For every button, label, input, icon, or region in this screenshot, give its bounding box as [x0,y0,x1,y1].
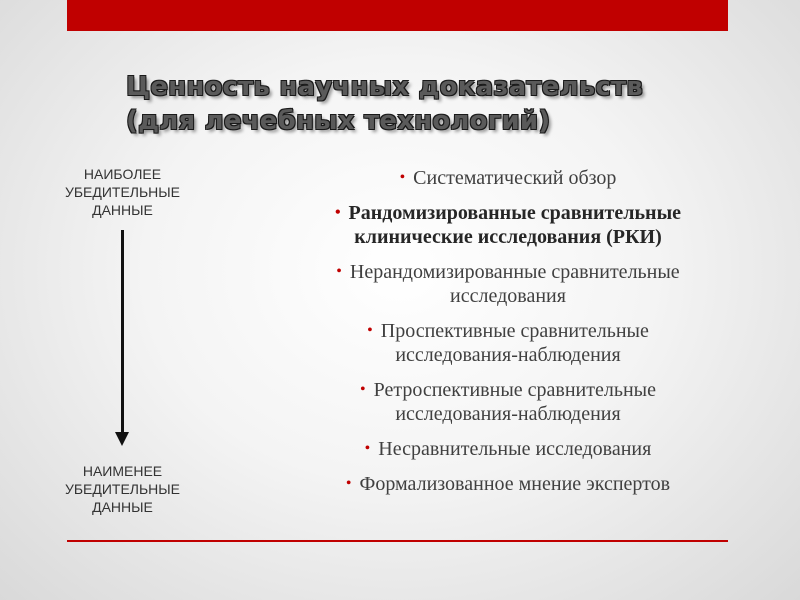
bottom-divider [67,540,728,542]
title-line-1: Ценность научных доказательств [126,72,643,102]
list-item: • Систематический обзор [399,167,617,189]
most-convincing-label: НАИБОЛЕЕ УБЕДИТЕЛЬНЫЕ ДАННЫЕ [64,166,181,218]
arrow-down-icon [115,432,129,446]
bullet-icon: • [360,381,366,398]
least-convincing-label: НАИМЕНЕЕ УБЕДИТЕЛЬНЫЕ ДАННЫЕ [64,463,181,515]
list-item: • Несравнительные исследования [364,438,652,460]
list-item: • Нерандомизированные сравнительные исследования [336,261,680,307]
slide-title [126,70,726,138]
bullet-icon: • [336,263,342,280]
title-line-2: (для лечебных технологий) [126,106,551,136]
list-item: • Рандомизированные сравнительные клинические исследования (РКИ) [334,202,682,248]
evidence-hierarchy-list [258,166,758,507]
bullet-icon: • [345,475,352,492]
bullet-icon: • [364,440,371,457]
evidence-arrow-shaft [121,230,124,436]
top-accent-bar [67,0,728,31]
bullet-icon: • [367,322,373,339]
bullet-icon: • [399,169,406,186]
list-item: • Проспективные сравнительные исследования-наблюдения [367,320,649,366]
list-item: • Формализованное мнение экспертов [345,473,671,495]
list-item: • Ретроспективные сравнительные исследования-наблюдения [360,379,656,425]
bullet-icon: • [334,204,341,221]
